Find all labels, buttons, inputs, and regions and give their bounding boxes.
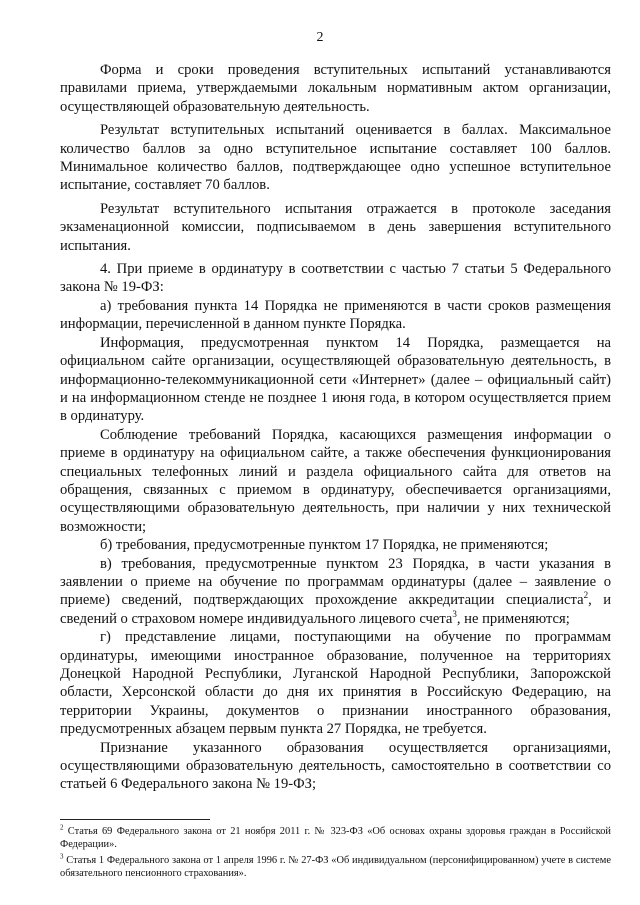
paragraph-v-text: , и сведений о страховом номере индивидуального лицевого счета (60, 592, 612, 627)
paragraph-v (60, 555, 611, 629)
footnotes (60, 825, 611, 883)
paragraph: Форма и сроки проведения вступительных испытаний устанавливаются правилами приема, утверждаемыми локальным нормативным актом организации, осуществляющей образовательную деятельность. (60, 62, 611, 115)
paragraph-v-text: , не применяются; (456, 610, 570, 627)
footnote-ref-2: 2 (583, 590, 589, 601)
paragraph: Признание указанного образования осуществляется организациями, осуществляющими образовательную деятельность, самостоятельно в соответствии со статьей 6 Федерального закона № 19-ФЗ; (60, 739, 611, 793)
footnote-mark: 3 (60, 852, 64, 861)
paragraph: г) представление лицами, поступающими на обучение по программам ординатуры, имеющими иностранное образование, полученное на территориях Донецкой Народной Республики, Луганской Народной Республики, Запорожской области, Херсонской области до дня их принятия в Российскую Федерацию, на территории Украины, документов о признании иностранного образования, предусмотренных абзацем первым пункта 27 Порядка, не требуется. (60, 629, 611, 738)
document-body (60, 61, 611, 794)
paragraph: Результат вступительного испытания отражается в протоколе заседания экзаменационной комиссии, подписываемом в день завершения вступительного испытания. (60, 200, 611, 254)
paragraph: 4. При приеме в ординатуру в соответствии с частью 7 статьи 5 Федерального закона № 19-ФЗ: (60, 261, 611, 296)
footnote-text: Статья 1 Федерального закона от 1 апреля 1996 г. № 27-ФЗ «Об индивидуальном (персонифицированном) учете в системе обязательного пенсионного страхования». (60, 855, 611, 879)
paragraph: а) требования пункта 14 Порядка не применяются в части сроков размещения информации, перечисленной в данном пункте Порядка. (60, 297, 611, 333)
footnote-divider (60, 819, 210, 820)
paragraph: Результат вступительных испытаний оценивается в баллах. Максимальное количество баллов за одно вступительное испытание составляет 100 баллов. Минимальное количество баллов, подтверждающее одно успешное вступительное испытание, составляет 70 баллов. (60, 122, 611, 194)
footnote-text: Статья 69 Федерального закона от 21 ноября 2011 г. № 323-ФЗ «Об основах охраны здоровья граждан в Российской Федерации». (60, 826, 611, 850)
footnote (60, 825, 611, 851)
footnote-mark: 2 (60, 823, 64, 832)
paragraph: б) требования, предусмотренные пунктом 17 Порядка, не применяются; (100, 537, 549, 554)
page-number: 2 (316, 30, 324, 45)
paragraph-v-text: в) требования, предусмотренные пунктом 23 Порядка, в части указания в заявлении о приеме на обучение по программам ординатуры (далее – заявление о приеме) сведений, подтверждающих прохождение аккредитации специалиста (60, 555, 611, 609)
footnote-ref-3: 3 (452, 608, 457, 619)
paragraph: Соблюдение требований Порядка, касающихся размещения информации о приеме в ординатуру на официальном сайте, а также обеспечения функционирования специальных телефонных линий и раздела официального сайта для ответов на обращения, связанных с приемом в ординатуру, обеспечивается организациями, осуществляющими образовательную деятельность, при наличии у них технической возможности; (60, 426, 611, 535)
footnote (60, 854, 611, 880)
paragraph: Информация, предусмотренная пунктом 14 Порядка, размещается на официальном сайте организации, осуществляющей образовательную деятельность, в информационно-телекоммуникационной сети «Интернет» (далее – официальный сайт) и на информационном стенде не позднее 1 июня года, в котором осуществляется прием в ординатуру. (60, 334, 611, 425)
